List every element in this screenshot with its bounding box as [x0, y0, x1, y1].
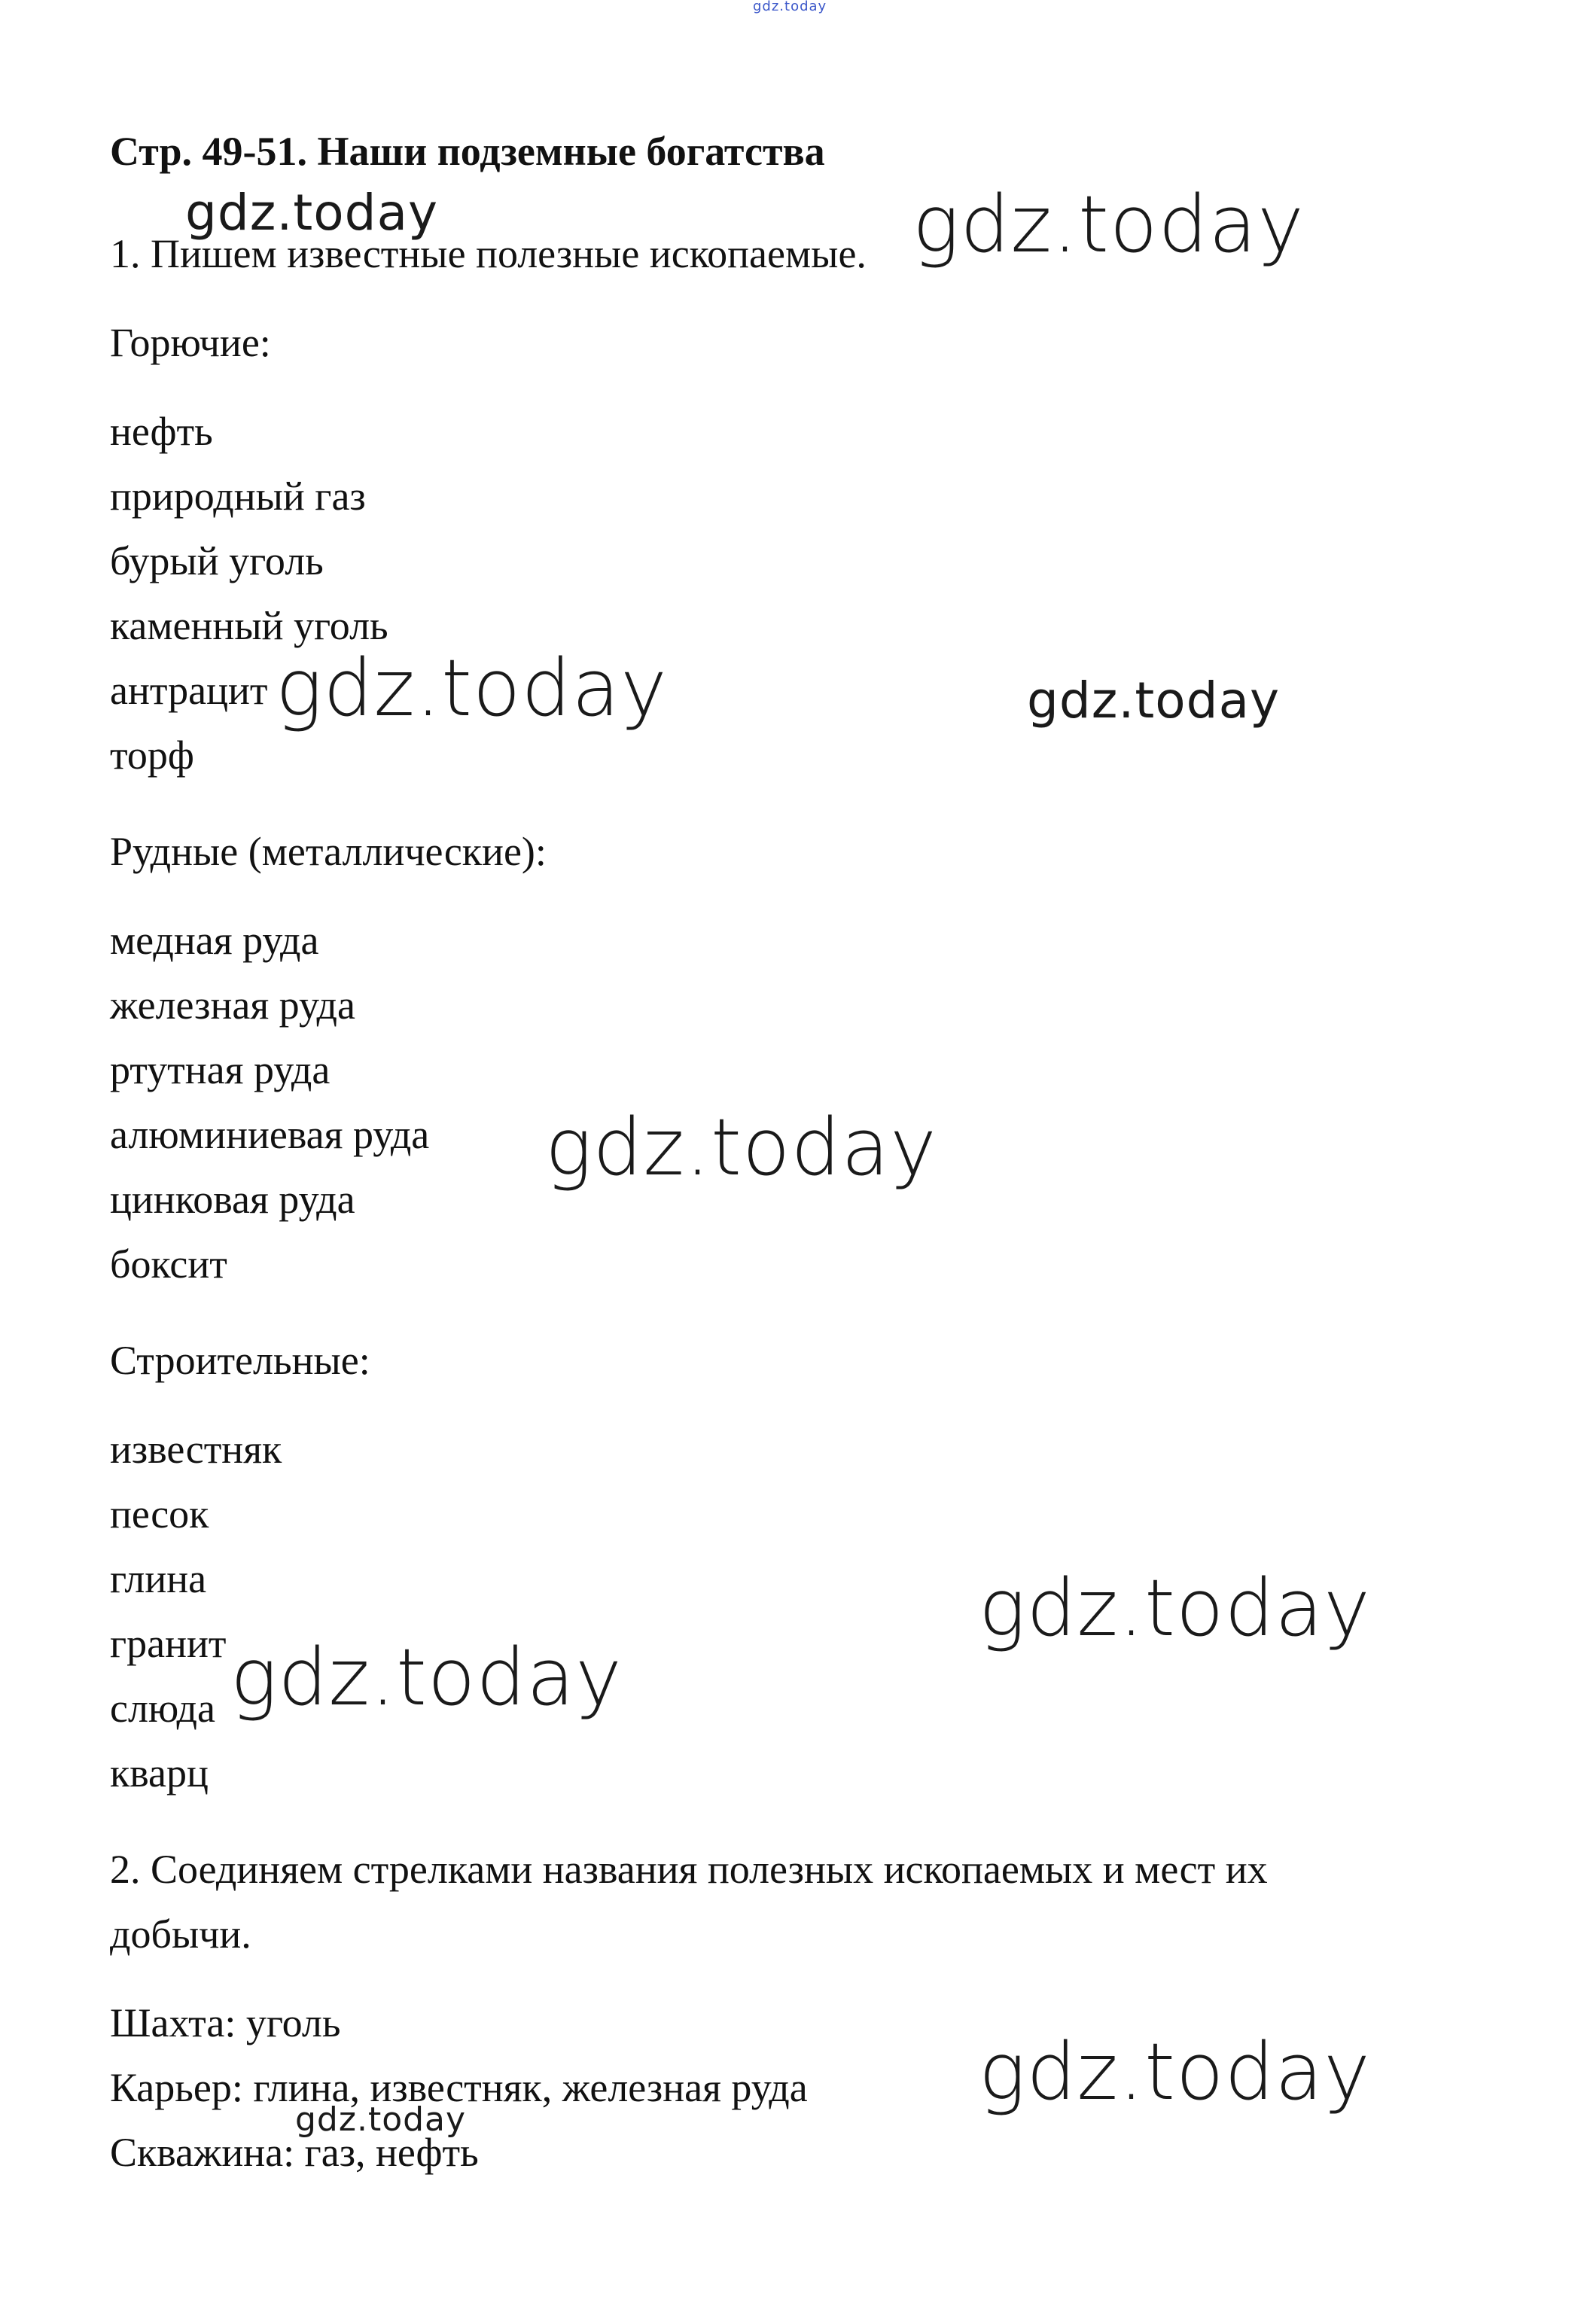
- list-item: слюда: [110, 1686, 215, 1731]
- list-item: алюминиевая руда: [110, 1112, 430, 1157]
- list-item: глина: [110, 1556, 207, 1601]
- watermark: gdz.today: [912, 178, 1305, 270]
- list-item: гранит: [110, 1621, 227, 1666]
- watermark: gdz.today: [979, 2026, 1371, 2118]
- answer-line: Карьер: глина, известняк, железная руда: [110, 2065, 808, 2110]
- watermark-top: gdz.today: [753, 0, 827, 14]
- task2-heading-line2: добычи.: [110, 1911, 251, 1957]
- watermark: gdz.today: [545, 1101, 937, 1193]
- list-item: антрацит: [110, 668, 268, 713]
- list-item: боксит: [110, 1241, 227, 1287]
- group-label-ore: Рудные (металлические):: [110, 829, 547, 874]
- list-item: кварц: [110, 1750, 209, 1796]
- watermark: gdz.today: [276, 642, 668, 734]
- list-item: ртутная руда: [110, 1047, 331, 1092]
- answer-line: Скважина: газ, нефть: [110, 2130, 479, 2175]
- group-label-building: Строительные:: [110, 1338, 370, 1383]
- task1-heading: 1. Пишем известные полезные ископаемые.: [110, 231, 867, 276]
- list-item: нефть: [110, 409, 213, 454]
- answer-line: Шахта: уголь: [110, 2000, 341, 2045]
- watermark: gdz.today: [1027, 672, 1281, 729]
- group-label-fuel: Горючие:: [110, 320, 271, 365]
- list-item: торф: [110, 733, 194, 778]
- page-title: Стр. 49-51. Наши подземные богатства: [110, 129, 825, 174]
- list-item: железная руда: [110, 982, 356, 1028]
- list-item: каменный уголь: [110, 603, 388, 648]
- watermark: gdz.today: [979, 1562, 1371, 1654]
- list-item: природный газ: [110, 474, 366, 519]
- watermark: gdz.today: [295, 2100, 467, 2139]
- list-item: цинковая руда: [110, 1177, 355, 1222]
- watermark: gdz.today: [185, 184, 439, 242]
- watermark: gdz.today: [230, 1631, 623, 1723]
- list-item: бурый уголь: [110, 538, 324, 583]
- task2-heading-line1: 2. Соединяем стрелками названия полезных ископаемых и мест их: [110, 1847, 1268, 1892]
- list-item: медная руда: [110, 918, 319, 963]
- list-item: известняк: [110, 1427, 282, 1472]
- list-item: песок: [110, 1491, 209, 1537]
